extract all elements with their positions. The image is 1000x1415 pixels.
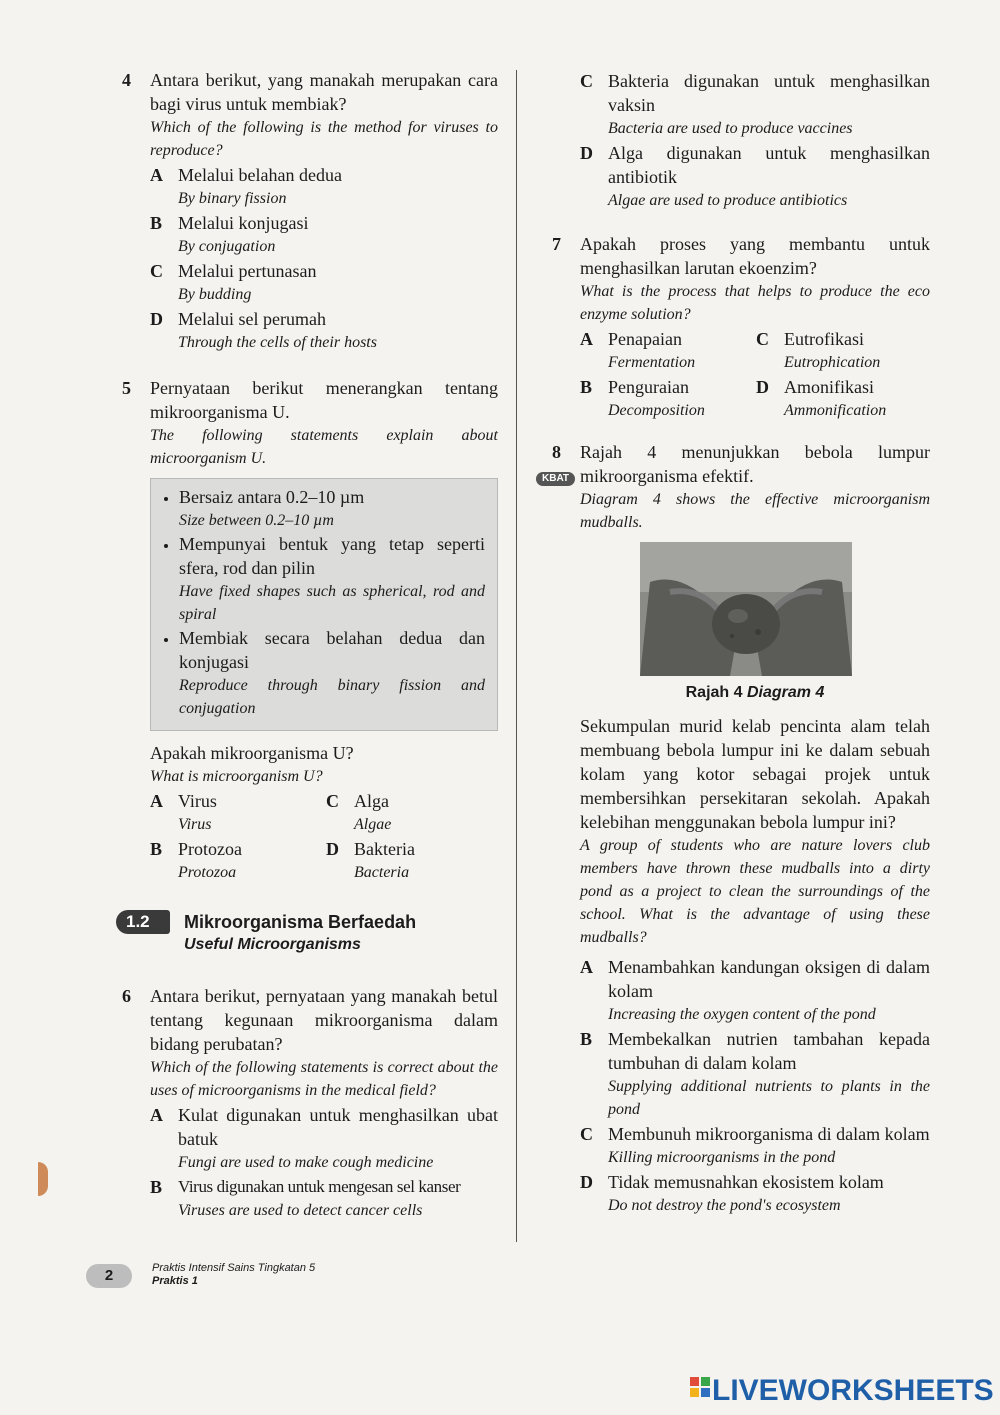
option-letter: D (756, 377, 769, 397)
passage-en: A group of students who are nature lovers club members have thrown these mudballs into a dirty pond as a project to clean the surroundings of the school. What is the advantage of using these mudballs? (580, 837, 930, 946)
option-letter: D (580, 143, 593, 163)
left-column (122, 68, 498, 1222)
option-letter: D (150, 309, 163, 329)
option-c[interactable] (326, 789, 526, 836)
question-stem-en: Which of the following statements is correct about the uses of microorganisms in the medical field? (150, 1059, 498, 1099)
option-text-ms: Alga digunakan untuk menghasilkan antibiotik (608, 143, 930, 187)
option-text-en: Bacteria are used to produce vaccines (608, 120, 853, 137)
option-text-en: Ammonification (784, 402, 887, 419)
option-text-en: Supplying additional nutrients to plants in the pond (608, 1078, 930, 1118)
question-7 (552, 232, 930, 422)
option-text-ms: Virus (178, 791, 217, 811)
statement-text-ms: • Membiak secara belahan dedua dan konjugasi (179, 628, 485, 672)
option-text-ms: Melalui pertunasan (178, 261, 317, 281)
option-text-ms: Alga (354, 791, 389, 811)
question-number: 8 (552, 442, 561, 462)
option-text-en: Viruses are used to detect cancer cells (178, 1202, 423, 1219)
question-stem-en: What is the process that helps to produce the eco enzyme solution? (580, 283, 930, 323)
option-text-en: Fermentation (608, 354, 696, 371)
option-letter: C (580, 1124, 593, 1144)
option-text-ms: Eutrofikasi (784, 329, 864, 349)
statement-item (179, 626, 485, 720)
option-text-en: Through the cells of their hosts (178, 334, 377, 351)
option-text-en: Virus (178, 816, 212, 833)
option-b[interactable] (150, 837, 326, 884)
option-text-en: Eutrophication (784, 354, 881, 371)
statement-text-en: Reproduce through binary fission and conjugation (179, 677, 485, 717)
option-text-en: Increasing the oxygen content of the pond (608, 1006, 876, 1023)
option-b[interactable] (150, 211, 498, 258)
question-4 (122, 68, 498, 354)
option-letter: C (580, 71, 593, 91)
caption-en: Diagram 4 (747, 684, 825, 701)
kbat-badge: KBAT (536, 472, 575, 486)
option-text-ms: Bakteria (354, 839, 415, 859)
option-text-ms: Membekalkan nutrien tambahan kepada tumbuhan di dalam kolam (608, 1029, 930, 1073)
option-letter: C (150, 261, 163, 281)
option-text-ms: Melalui konjugasi (178, 213, 309, 233)
page-number-badge: 2 (86, 1264, 132, 1288)
question-stem-en: Diagram 4 shows the effective microorganism mudballs. (580, 491, 930, 531)
statement-item (179, 532, 485, 626)
option-text-en: By binary fission (178, 190, 287, 207)
option-letter: C (326, 791, 339, 811)
statement-item (179, 485, 485, 532)
option-text-ms: Amonifikasi (784, 377, 874, 397)
question-6 (122, 984, 498, 1222)
liveworksheets-logo (690, 1376, 994, 1406)
brand-wordmark: LIVEWORKSHEETS (712, 1374, 994, 1407)
option-text-en: Fungi are used to make cough medicine (178, 1154, 434, 1171)
page-edge-mark (38, 1162, 48, 1196)
option-b[interactable] (580, 1027, 930, 1121)
question-number: 4 (122, 70, 131, 90)
section-heading (122, 910, 498, 970)
column-divider (516, 70, 517, 1242)
statements-box (150, 478, 498, 731)
section-subtitle: Useful Microorganisms (184, 936, 361, 953)
question-number: 7 (552, 234, 561, 254)
question-stem-en: Which of the following is the method for viruses to reproduce? (150, 119, 498, 159)
option-letter: C (756, 329, 769, 349)
option-text-en: Decomposition (608, 402, 705, 419)
footer-book-title: Praktis Intensif Sains Tingkatan 5 (152, 1262, 316, 1274)
option-text-ms: Bakteria digunakan untuk menghasilkan vaksin (608, 71, 930, 115)
option-text-en: Protozoa (178, 864, 237, 881)
option-a[interactable] (580, 327, 756, 374)
option-d[interactable] (580, 141, 930, 212)
option-text-ms: Menambahkan kandungan oksigen di dalam kolam (608, 957, 930, 1001)
option-text-en: Killing microorganisms in the pond (608, 1149, 836, 1166)
section-number-badge: 1.2 (116, 910, 170, 934)
option-text-ms: Penguraian (608, 377, 689, 397)
option-text-ms: Protozoa (178, 839, 242, 859)
question-stem-ms: Pernyataan berikut menerangkan tentang mikroorganisma U. (150, 378, 498, 422)
option-letter: D (326, 839, 339, 859)
question-number: 6 (122, 986, 131, 1006)
option-letter: A (580, 957, 593, 977)
right-column (542, 68, 930, 1217)
option-text-ms: Virus digunakan untuk mengesan sel kanser (178, 1177, 461, 1196)
option-a[interactable] (580, 955, 930, 1026)
option-letter: B (580, 1029, 593, 1049)
footer-section: Praktis 1 (152, 1275, 198, 1287)
option-letter: B (150, 213, 163, 233)
diagram-caption (580, 684, 930, 702)
question-number: 5 (122, 378, 131, 398)
question-prompt-ms: Apakah mikroorganisma U? (150, 743, 354, 763)
option-d[interactable] (756, 375, 956, 422)
option-c[interactable] (150, 259, 498, 306)
option-b[interactable] (150, 1175, 498, 1222)
option-letter: B (150, 1177, 163, 1197)
section-title: Mikroorganisma Berfaedah (184, 912, 417, 932)
option-a[interactable] (150, 163, 498, 210)
option-text-en: Do not destroy the pond's ecosystem (608, 1197, 841, 1214)
option-letter: A (150, 791, 163, 811)
option-letter: B (580, 377, 593, 397)
option-text-en: By budding (178, 286, 252, 303)
option-text-en: Bacteria (354, 864, 410, 881)
option-text-ms: Melalui belahan dedua (178, 165, 342, 185)
hands-holding-mudball-image (640, 542, 852, 676)
question-stem-ms: Antara berikut, yang manakah merupakan cara bagi virus untuk membiak? (150, 70, 498, 114)
question-8 (542, 440, 930, 1217)
question-stem-ms: Apakah proses yang membantu untuk menghasilkan larutan ekoenzim? (580, 234, 930, 278)
option-letter: A (580, 329, 593, 349)
question-stem-ms: Antara berikut, pernyataan yang manakah betul tentang kegunaan mikroorganisma dalam bidang perubatan? (150, 986, 498, 1054)
option-d[interactable] (326, 837, 526, 884)
option-letter: A (150, 1105, 163, 1125)
option-text-ms: Penapaian (608, 329, 682, 349)
option-text-ms: Melalui sel perumah (178, 309, 326, 329)
caption-ms: Rajah 4 (685, 684, 743, 701)
question-prompt-en: What is microorganism U? (150, 768, 323, 785)
option-text-en: By conjugation (178, 238, 276, 255)
option-text-ms: Kulat digunakan untuk menghasilkan ubat batuk (178, 1105, 498, 1149)
statement-text-ms: • Bersaiz antara 0.2–10 µm (179, 487, 365, 507)
liveworksheets-grid-icon (690, 1377, 710, 1397)
option-text-ms: Membunuh mikroorganisma di dalam kolam (608, 1124, 930, 1144)
option-c[interactable] (580, 69, 930, 140)
question-stem-ms: Rajah 4 menunjukkan bebola lumpur mikroorganisma efektif. (580, 442, 930, 486)
option-letter: A (150, 165, 163, 185)
statement-text-en: Size between 0.2–10 µm (179, 512, 334, 529)
option-c[interactable] (756, 327, 956, 374)
option-d[interactable] (580, 1170, 930, 1217)
option-letter: D (580, 1172, 593, 1192)
question-5 (122, 376, 498, 884)
option-text-en: Algae (354, 816, 392, 833)
option-c[interactable] (580, 1122, 930, 1169)
option-a[interactable] (150, 789, 326, 836)
footer-book-info (152, 1262, 315, 1288)
option-d[interactable] (150, 307, 498, 354)
statement-text-en: Have fixed shapes such as spherical, rod and spiral (179, 583, 485, 623)
passage-ms: Sekumpulan murid kelab pencinta alam telah membuang bebola lumpur ini ke dalam sebuah kolam yang kotor sebagai projek untuk membersihkan persekitaran sekolah. Apakah kelebihan menggunakan bebola lumpur ini? (580, 716, 930, 832)
mudball-photo (640, 542, 852, 676)
option-text-ms: Tidak memusnahkan ekosistem kolam (608, 1172, 884, 1192)
option-text-en: Algae are used to produce antibiotics (608, 192, 848, 209)
option-a[interactable] (150, 1103, 498, 1174)
question-6-continued (552, 69, 930, 212)
option-b[interactable] (580, 375, 756, 422)
statement-text-ms: • Mempunyai bentuk yang tetap seperti sfera, rod dan pilin (179, 534, 485, 578)
question-stem-en: The following statements explain about microorganism U. (150, 427, 498, 467)
option-letter: B (150, 839, 163, 859)
